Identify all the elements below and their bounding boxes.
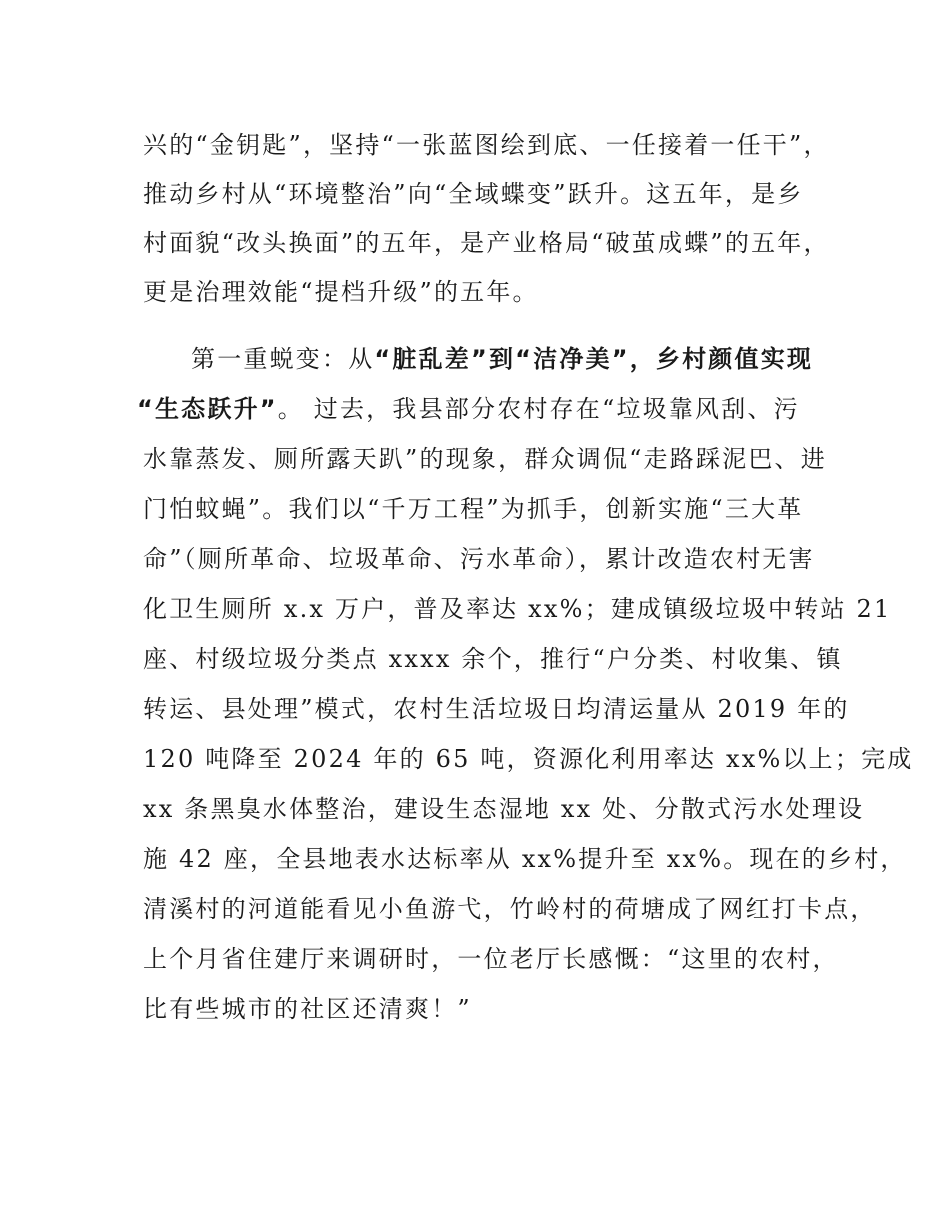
text-line: 兴的“金钥匙”，坚持“一张蓝图绘到底、一任接着一任干”， [143, 131, 830, 159]
text-line: 推动乡村从“环境整治”向“全域蝶变”跃升。这五年，是乡 [143, 180, 804, 208]
text-line: 命”（厕所革命、垃圾革命、污水革命），累计改造农村无害 [143, 545, 815, 573]
section-heading-line [191, 334, 813, 384]
section-heading-line [137, 384, 800, 434]
heading-bold-text: “生态跃升” [137, 395, 278, 423]
text-line: 座、村级垃圾分类点 xxxx 余个，推行“户分类、村收集、镇 [143, 645, 843, 673]
heading-prefix: 第一重蜕变：从 [191, 345, 375, 373]
text-line: 施 42 座，全县地表水达标率从 xx%提升至 xx%。现在的乡村， [143, 845, 907, 873]
text-line: 120 吨降至 2024 年的 65 吨，资源化利用率达 xx%以上；完成 [143, 745, 914, 773]
text-line: 化卫生厕所 x.x 万户，普及率达 xx%；建成镇级垃圾中转站 21 [143, 595, 892, 623]
text-line: 清溪村的河道能看见小鱼游弋，竹岭村的荷塘成了网红打卡点， [143, 895, 877, 923]
text-line: 转运、县处理”模式，农村生活垃圾日均清运量从 2019 年的 [143, 695, 850, 723]
text-line: 上个月省住建厅来调研时，一位老厅长感慨：“这里的农村， [143, 945, 839, 973]
text-line: xx 条黑臭水体整治，建设生态湿地 xx 处、分散式污水处理设 [143, 795, 865, 823]
text-line: 比有些城市的社区还清爽！” [143, 995, 472, 1023]
text-line: 更是治理效能“提档升级”的五年。 [143, 278, 539, 306]
text-line: 村面貌“改头换面”的五年，是产业格局“破茧成蝶”的五年， [143, 229, 830, 257]
heading-suffix: 。 过去，我县部分农村存在“垃圾靠风刮、污 [277, 395, 800, 423]
heading-bold-text: “脏乱差”到“洁净美”，乡村颜值实现 [374, 345, 814, 373]
text-line: 水靠蒸发、厕所露天趴”的现象，群众调侃“走路踩泥巴、进 [143, 445, 827, 473]
text-line: 门怕蚊蝇”。我们以“千万工程”为抓手，创新实施“三大革 [143, 495, 804, 523]
